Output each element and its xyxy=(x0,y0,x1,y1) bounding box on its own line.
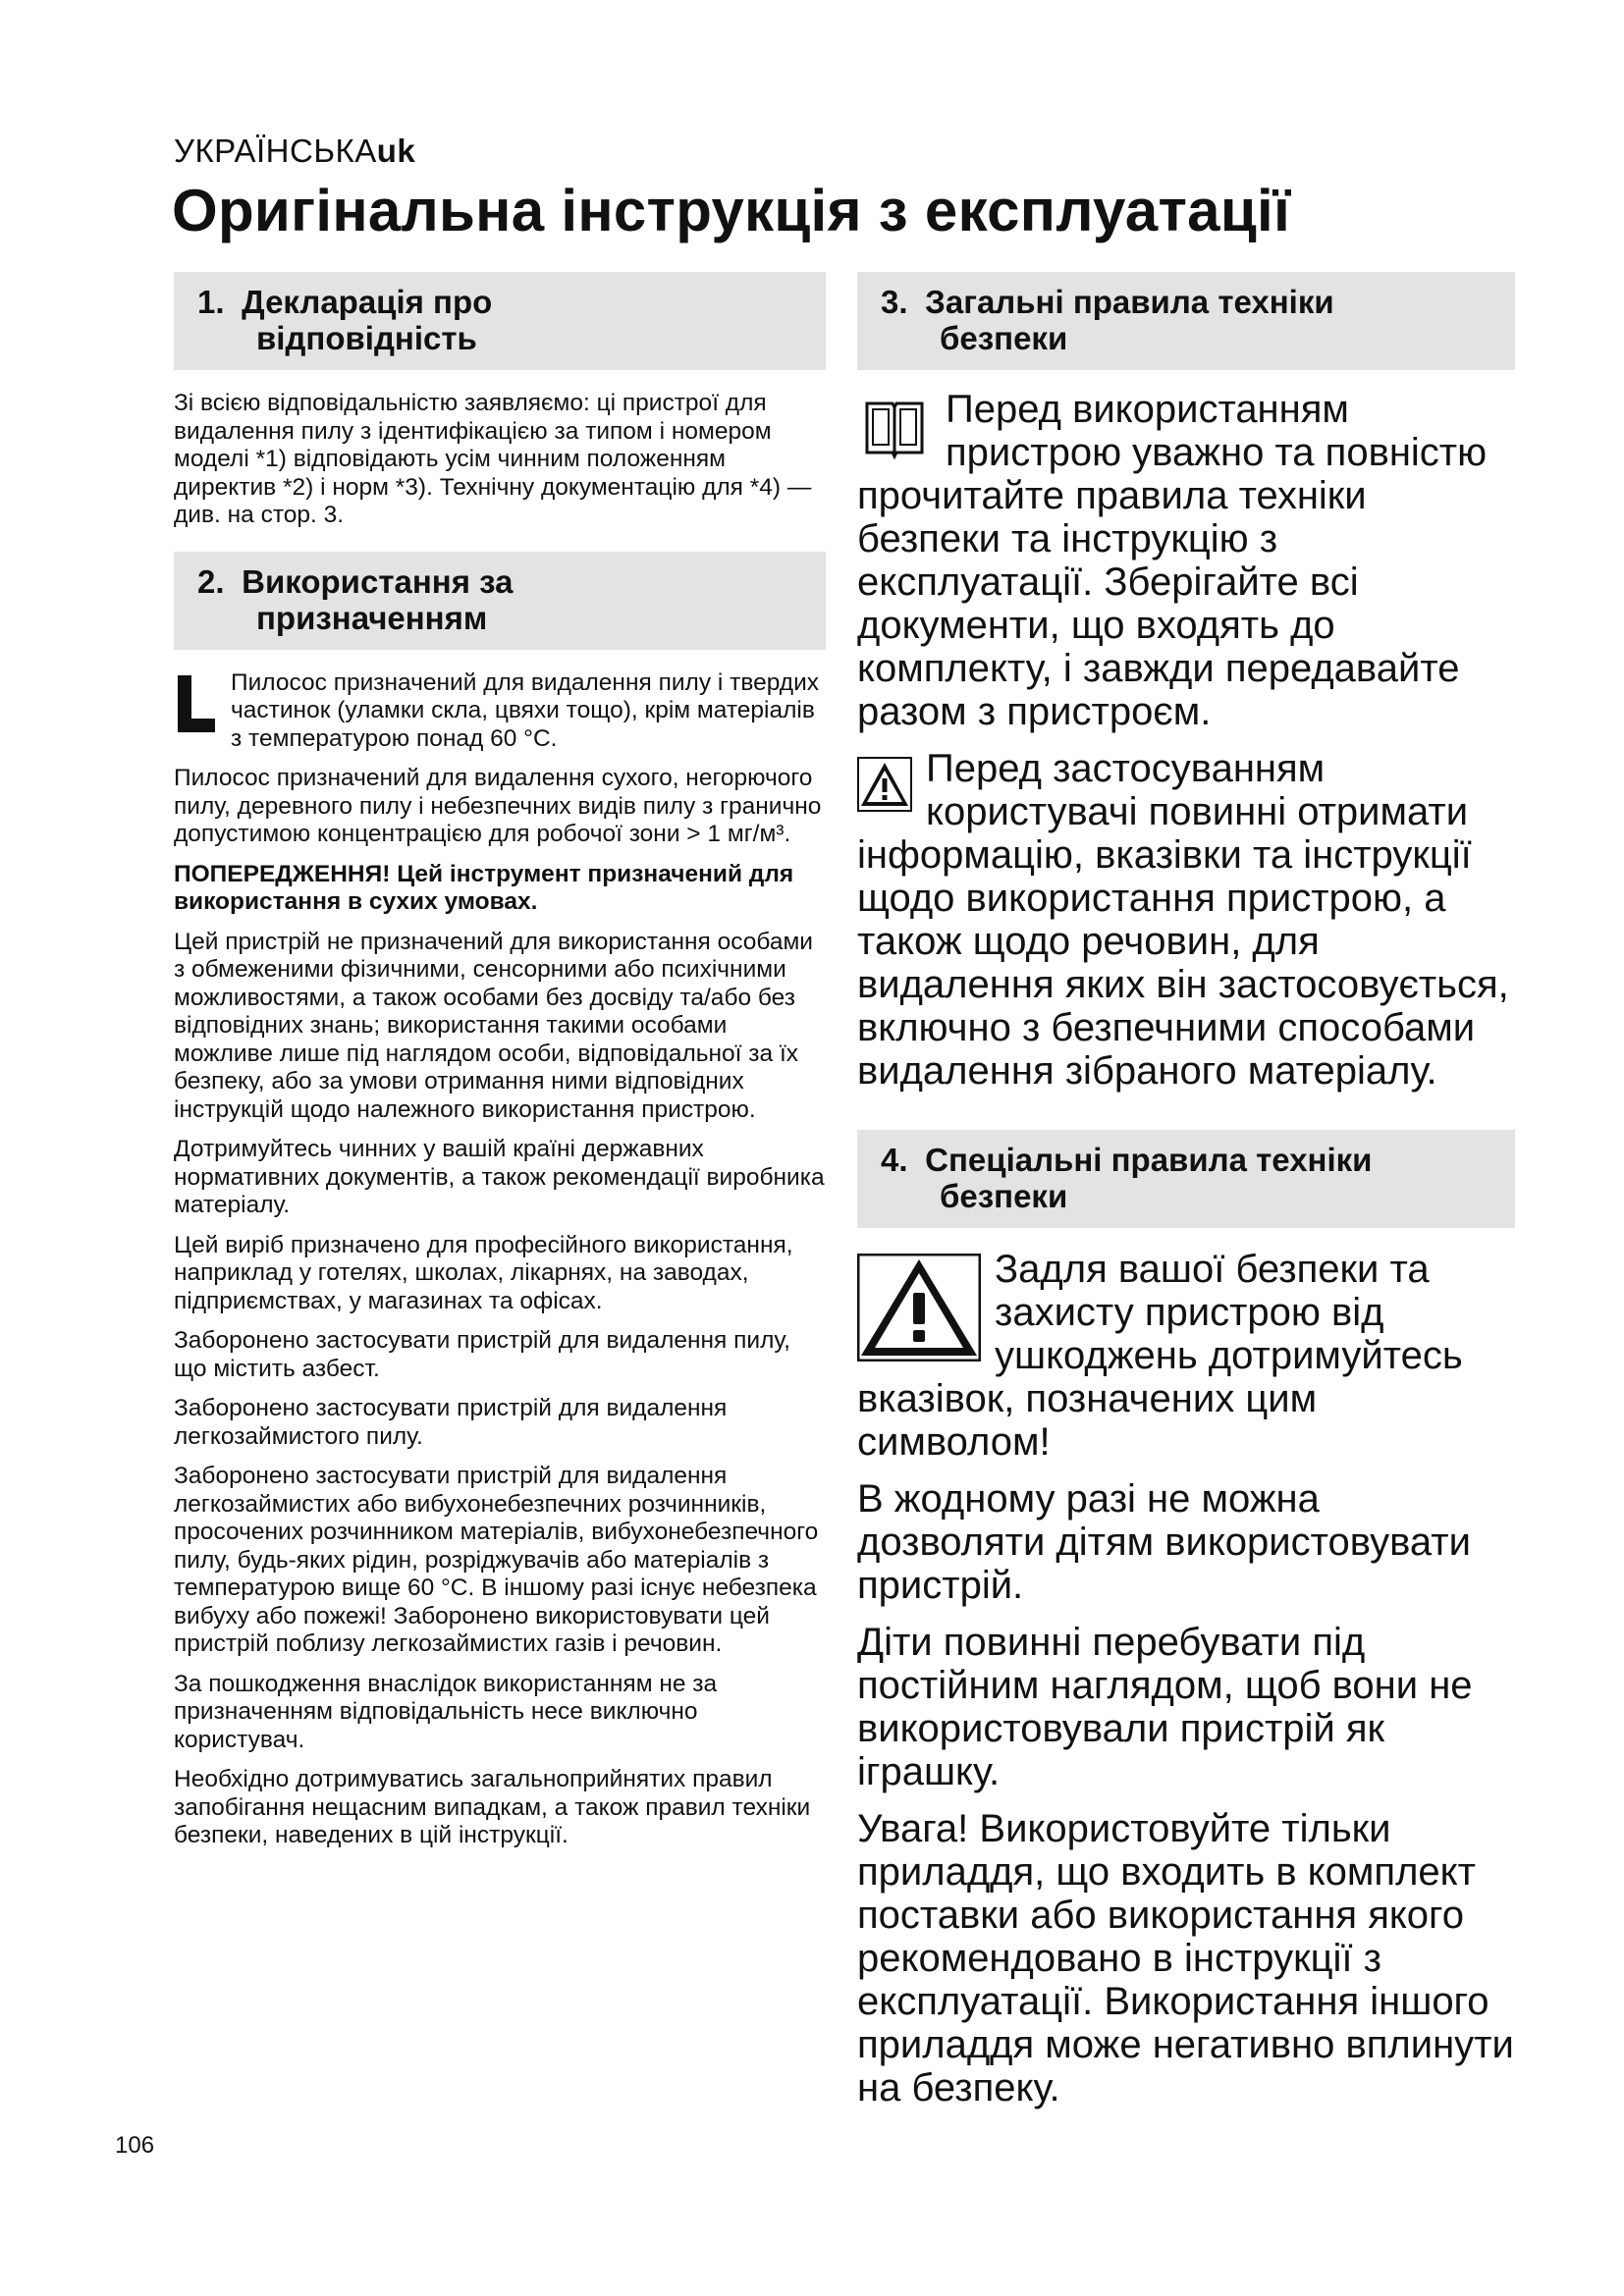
section-number: 3. xyxy=(881,284,908,320)
page-title: Оригінальна інструкція з експлуатації xyxy=(172,178,1291,243)
section-heading-line1: Спеціальні правила техніки xyxy=(925,1142,1373,1178)
intended-use-text: Пилосос призначений для видалення пилу і твердих частинок (уламки скла, цвяхи тощо), крім матеріалів з температурою понад 60 °C. xyxy=(231,668,820,752)
right-column xyxy=(857,272,1515,2123)
warning-triangle-icon xyxy=(857,757,912,812)
safety-symbol-text: Задля вашої безпеки та захисту пристрою від ушкоджень дотримуйтесь вказівок, позначених цим символом! xyxy=(857,1248,1463,1464)
section-1-heading xyxy=(174,272,826,370)
children-supervision-paragraph: Діти повинні перебувати під постійним наглядом, щоб вони не використовували пристрій як іграшку. xyxy=(857,1621,1473,1793)
professional-use-paragraph: Цей виріб призначено для професійного використання, наприклад у готелях, школах, лікарнях, на заводах, підприємствах, у магазинах та офісах. xyxy=(174,1231,793,1314)
accident-prevention-paragraph: Необхідно дотримуватись загальноприйнятих правил запобігання нещасним випадкам, а також правил техніки безпеки, наведених в цій інструкції. xyxy=(174,1766,811,1848)
explosive-materials-paragraph: Заборонено застосувати пристрій для видалення легкозаймистих або вибухонебезпечних розчинників, просочених розчинником матеріалів, вибухонебезпечного пилу, будь-яких рідин, розріджувачів або матеріалів з температурою вище 60 °C. В іншому разі існує небезпека вибуху або пожежі! Заборонено використовувати цей пристрій поблизу легкозаймистих газів і речовин. xyxy=(174,1463,819,1657)
safety-symbol-paragraph xyxy=(857,1248,1515,1464)
liability-paragraph: За пошкодження внаслідок використанням не за призначенням відповідальність несе виключно користувач. xyxy=(174,1670,718,1753)
accessories-warning-paragraph: Увага! Використовуйте тільки приладдя, що входить в комплект поставки або використання якого рекомендовано в інструкції з експлуатації. Використання іншого приладдя може негативно вплинути на безпеку. xyxy=(857,1807,1514,2109)
section-heading-line2: безпеки xyxy=(940,1178,1068,1214)
section-heading-line2: безпеки xyxy=(940,320,1068,356)
flammable-dust-paragraph: Заборонено застосувати пристрій для видалення легкозаймистого пилу. xyxy=(174,1395,728,1450)
warning-triangle-large-icon xyxy=(857,1254,981,1362)
declaration-text: Зі всією відповідальністю заявляємо: ці пристрої для видалення пилу з ідентифікацією за типом і номером моделі *1) відповідають усім чинним положенням директив *2) і норм *3). Технічну документацію для *4) — див. на стор. 3. xyxy=(174,390,812,528)
section-4-heading xyxy=(857,1130,1515,1228)
section-number: 2. xyxy=(197,562,225,600)
section-2-heading xyxy=(174,552,826,650)
dry-use-warning: ПОПЕРЕДЖЕННЯ! Цей інструмент призначений для використання в сухих умовах. xyxy=(174,860,794,915)
section-heading-line2: відповідність xyxy=(256,320,477,356)
regulations-paragraph: Дотримуйтесь чинних у вашій країні державних нормативних документів, а також рекомендації виробника матеріалу. xyxy=(174,1136,825,1218)
language-label: УКРАЇНСЬКАuk xyxy=(174,133,416,169)
section-number: 1. xyxy=(197,284,225,320)
user-information-text: Перед застосуванням користувачі повинні отримати інформацію, вказівки та інструкції щодо використання пристрою, а також щодо речовин, для видалення яких він застосовується, включно з безпечними способами видалення зібраного матеріалу. xyxy=(857,747,1509,1093)
children-forbidden-paragraph: В жодному разі не можна дозволяти дітям використовувати пристрій. xyxy=(857,1477,1471,1607)
section-3-heading xyxy=(857,272,1515,370)
restricted-persons-paragraph: Цей пристрій не призначений для використання особами з обмеженими фізичними, сенсорними або психічними можливостями, а також особами без досвіду та/або без відповідних знань; використання такими особами можливе лише під наглядом особи, відповідальної за їх безпеку, або за умови отримання ними відповідних інструкцій щодо належного використання пристрою. xyxy=(174,928,813,1123)
intended-use-paragraph xyxy=(174,669,826,754)
dust-class-l-icon xyxy=(174,673,219,734)
section-heading-line1: Використання за xyxy=(242,562,514,600)
user-information-paragraph xyxy=(857,747,1515,1093)
book-icon xyxy=(863,396,926,460)
section-number: 4. xyxy=(881,1142,908,1178)
section-heading-line2: призначенням xyxy=(256,599,488,636)
section-heading-line1: Загальні правила техніки xyxy=(925,284,1334,320)
section-heading-line1: Декларація про xyxy=(242,284,493,320)
asbestos-paragraph: Заборонено застосувати пристрій для видалення пилу, що містить азбест. xyxy=(174,1327,790,1382)
intended-use-paragraph-2: Пилосос призначений для видалення сухого, негорючого пилу, деревного пилу і небезпечних видів пилу з гранично допустимою концентрацією для робочої зони > 1 мг/м³. xyxy=(174,765,822,847)
read-instructions-paragraph xyxy=(857,388,1515,733)
left-column xyxy=(174,272,826,1862)
page-number: 106 xyxy=(115,2132,155,2159)
read-instructions-text: Перед використанням пристрою уважно та повністю прочитайте правила техніки безпеки та інструкцію з експлуатації. Зберігайте всі документи, що входять до комплекту, і завжди передавайте разом з пристроєм. xyxy=(857,388,1488,733)
